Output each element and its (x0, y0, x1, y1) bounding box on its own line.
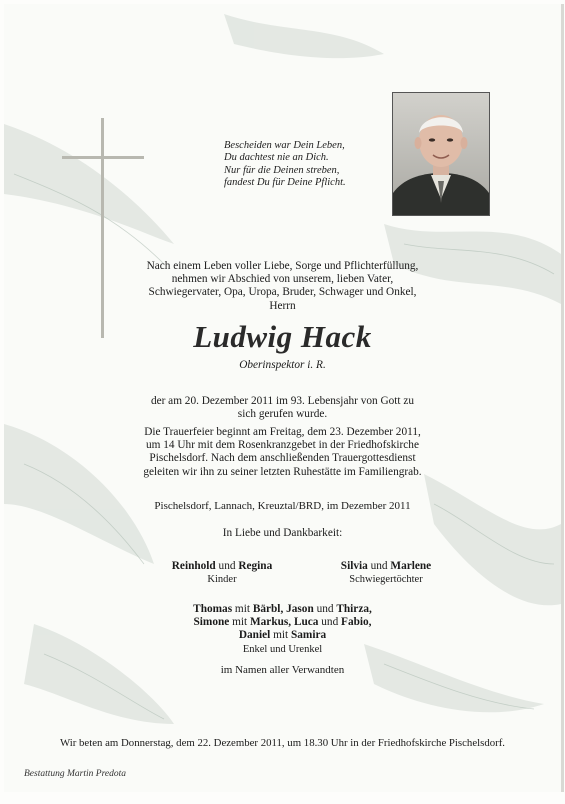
prayer-notice: Wir beten am Donnerstag, dem 22. Dezember 2011, um 18.30 Uhr in der Friedhofskirche Pischelsdorf. (59, 737, 506, 749)
portrait-photo (392, 92, 490, 216)
death-line: sich gerufen wurde. (237, 408, 328, 421)
poem (224, 140, 384, 190)
grandchild-name: Thirza (336, 603, 369, 615)
intro-line: nehmen wir Abschied von unserem, lieben Vater, (171, 273, 394, 286)
grandchild-name: Simone (193, 616, 230, 629)
deceased-title: Oberinspektor i. R. (239, 359, 326, 371)
death-notice (4, 395, 561, 421)
portrait-illustration (393, 93, 489, 215)
child-name: Reinhold (171, 560, 216, 572)
deceased-name: Ludwig Hack (193, 319, 372, 354)
intro-line: Herrn (269, 299, 296, 312)
separator: , (368, 616, 372, 629)
ceremony-line: um 14 Uhr mit dem Rosenkranzgebet in der Friedhofskirche (146, 439, 419, 452)
in-law-name: Marlene (390, 560, 432, 572)
grandchild-name: Fabio (341, 616, 369, 629)
separator: , (288, 616, 292, 629)
children-block (155, 560, 289, 586)
ceremony-line: Pischelsdorf. Nach dem anschließenden Trauergottesdienst (149, 452, 416, 465)
poem-line: Du dachtest nie an Dich. (224, 152, 329, 164)
poem-line: Nur für die Deinen streben, (224, 164, 340, 176)
connector: und (321, 616, 339, 629)
cross-horizontal-beam (62, 156, 144, 159)
ceremony-line: Die Trauerfeier beginnt am Freitag, dem 23. Dezember 2011, (144, 426, 421, 438)
undertaker-credit: Bestattung Martin Predota (24, 769, 127, 779)
in-laws-block (319, 560, 453, 586)
connector: und (218, 560, 236, 572)
poem-line: fandest Du für Deine Pflicht. (224, 177, 346, 189)
connector: und (316, 603, 334, 615)
grandchild-name: Luca (293, 616, 319, 629)
intro-line: Schwiegervater, Opa, Uropa, Bruder, Schwager und Onkel, (148, 286, 417, 299)
grandchildren-line-1 (4, 603, 561, 616)
in-laws-role: Schwiegertöchter (349, 574, 423, 585)
ceremony-line: geleiten wir ihn zu seiner letzten Ruhestätte im Familiengrab. (143, 465, 422, 478)
death-line: der am 20. Dezember 2011 im 93. Lebensjahr von Gott zu (150, 395, 415, 407)
connector: mit (234, 603, 250, 615)
grandchild-name: Samira (290, 629, 327, 642)
connector: mit (273, 629, 289, 642)
obituary-card (4, 4, 564, 792)
love-line: In Liebe und Dankbarkeit: (222, 527, 343, 539)
connector: und (370, 560, 388, 572)
grandchildren-block (4, 603, 561, 656)
separator: , (368, 603, 372, 615)
relatives-line: im Namen aller Verwandten (220, 664, 345, 676)
grandchildren-line-2 (4, 616, 561, 629)
separator: , (280, 603, 284, 615)
grandchild-name: Thomas (193, 603, 233, 615)
grandchild-name: Bärbl (252, 603, 281, 615)
child-name: Regina (238, 560, 273, 572)
grandchildren-role: Enkel und Urenkel (242, 643, 323, 655)
in-law-name: Silvia (340, 560, 368, 572)
poem-line: Bescheiden war Dein Leben, (224, 140, 345, 151)
grandchild-name: Jason (286, 603, 314, 615)
connector: mit (232, 616, 248, 629)
intro-text (4, 260, 561, 313)
children-role: Kinder (207, 574, 237, 585)
place-date: Pischelsdorf, Lannach, Kreuztal/BRD, im Dezember 2011 (154, 500, 411, 512)
ceremony-notice (4, 426, 561, 479)
grandchild-name: Daniel (238, 629, 271, 642)
grandchild-name: Markus (250, 616, 289, 629)
intro-line: Nach einem Leben voller Liebe, Sorge und Pflichterfüllung, (146, 260, 419, 272)
grandchildren-line-3 (4, 629, 561, 642)
